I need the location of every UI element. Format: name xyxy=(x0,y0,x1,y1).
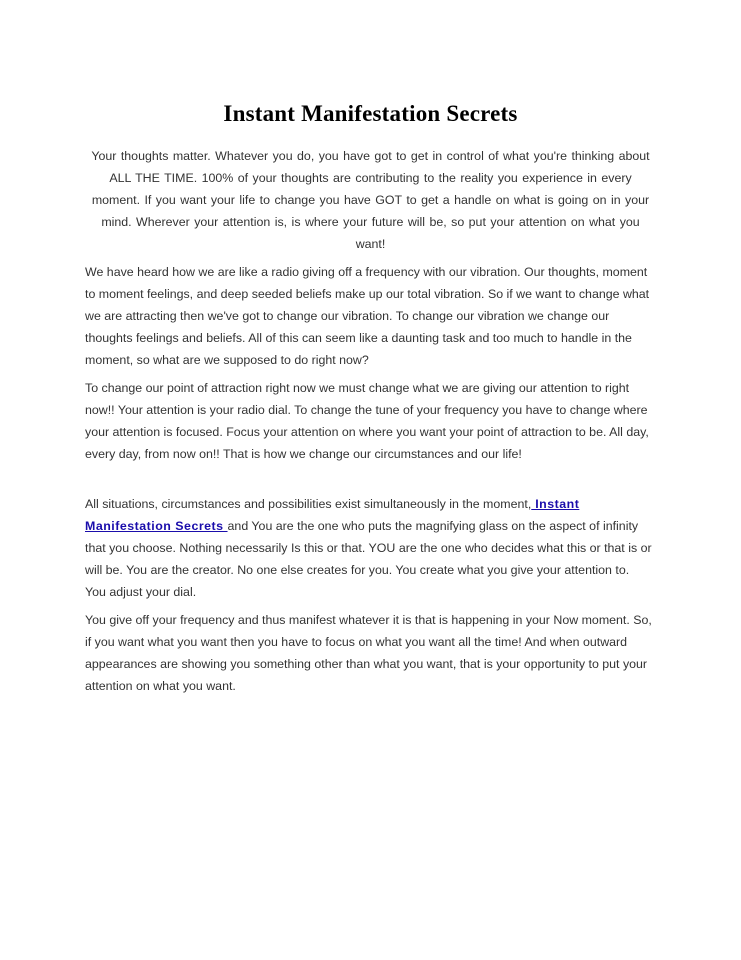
paragraph-situations-text-start: All situations, circumstances and possibilities exist simultaneously in the moment, xyxy=(85,497,532,511)
paragraph-point-of-attraction: To change our point of attraction right now we must change what we are giving our attention to right now!! Your attention is your radio dial. To change the tune of your frequency you have to change where your attention is focused. Focus your attention on where you want your point of attraction to be. All day, every day, from now on!! That is how we change our circumstances and our life! xyxy=(85,381,649,461)
paragraph-radio-frequency: We have heard how we are like a radio giving off a frequency with our vibration. Our thoughts, moment to moment feelings, and deep seeded beliefs make up our total vibration. So if we want to change what we are attracting then we've got to change our vibration. To change our vibration we change our thoughts feelings and beliefs. All of this can seem like a daunting task and too much to handle in the moment, so what are we supposed to do right now? xyxy=(85,265,650,367)
instant-manifestation-secrets-link[interactable]: Instant Manifestation Secrets xyxy=(85,497,580,533)
page-title: Instant Manifestation Secrets xyxy=(223,101,518,126)
paragraph-situations-text-end: and You are the one who puts the magnifying glass on the aspect of infinity that you choose. Nothing necessarily Is this or that. YOU are the one who decides what this or that is or will be. You are the creator. No one else creates for you. You create what you give your attention to. You adjust your dial. xyxy=(85,519,652,599)
paragraph-frequency: You give off your frequency and thus manifest whatever it is that is happening in your Now moment. So, if you want what you want then you have to focus on what you want all the time! And when outward appearances are showing you something other than what you want, that is your opportunity to put your attention on what you want. xyxy=(85,613,652,693)
intro-paragraph: Your thoughts matter. Whatever you do, you have got to get in control of what you're thinking about ALL THE TIME. 100% of your thoughts are contributing to the reality you experience in every moment. If you want your life to change you have GOT to get a handle on what is going on in your mind. Wherever your attention is, is where your future will be, so put your attention on what you want! xyxy=(91,149,650,251)
paragraph-situations xyxy=(85,493,653,603)
